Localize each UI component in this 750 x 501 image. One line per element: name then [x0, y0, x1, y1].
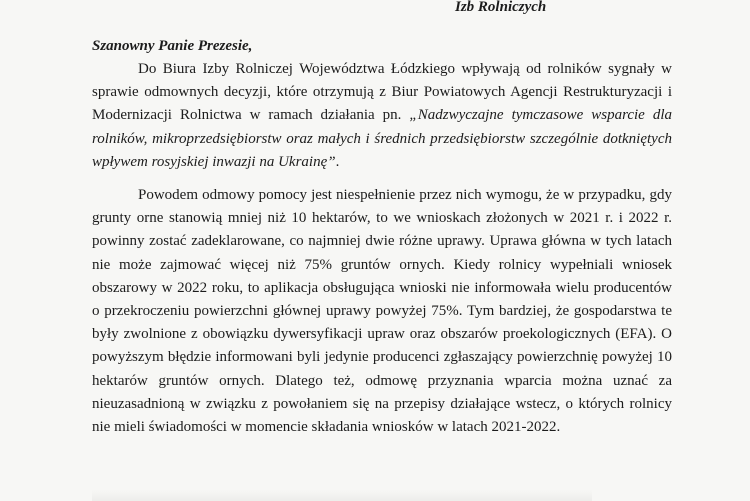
- addressee-fragment: Izb Rolniczych: [455, 0, 547, 15]
- paragraph-1-end: .: [335, 153, 340, 170]
- paragraph-1: [92, 58, 672, 174]
- program-name-quote: „Nadzwyczajne tymczasowe wsparcie dla rolników, mikroprzedsiębiorstw oraz małych i średnich przedsiębiorstw szczególnie dotkniętych wpływem rosyjskiej inwazji na Ukrainę”: [92, 107, 672, 170]
- paragraph-2: Powodem odmowy pomocy jest niespełnienie przez nich wymogu, że w przypadku, gdy grunty orne stanowią mniej niż 10 hektarów, to we wnioskach złożonych w 2021 r. i 2022 r. powinny zostać zadeklarowane, co najmniej dwie różne uprawy. Uprawa główna w tych latach nie może zajmować więcej niż 75% gruntów ornych. Kiedy rolnicy wypełniali wniosek obszarowy w 2022 roku, to aplikacja obsługująca wnioski nie informowała wielu producentów o przekroczeniu powierzchni głównej uprawy powyżej 75%. Tym bardziej, że gospodarstwa te były zwolnione z obowiązku dywersyfikacji upraw oraz obszarów proekologicznych (EFA). O powyższym błędzie informowani byli jedynie producenci zgłaszający powierzchnię powyżej 10 hektarów gruntów ornych. Dlatego też, odmowę przyznania wparcia można uznać za nieuzasadnioną w związku z powołaniem się na przepisy działające wstecz, o których rolnicy nie mieli świadomości w momencie składania wniosków w latach 2021-2022.: [92, 187, 672, 436]
- letter-body: [92, 58, 672, 439]
- salutation: Szanowny Panie Prezesie,: [92, 38, 253, 54]
- cut-off-next-line: [92, 490, 592, 501]
- paragraph-1-intro: Do Biura Izby Rolniczej Województwa Łódzkiego wpływają od rolników sygnały w sprawie odmownych decyzji, które otrzymują z Biur Powiatowych Agencji Restrukturyzacji i Modernizacji Rolnictwa w ramach działania pn.: [92, 61, 672, 124]
